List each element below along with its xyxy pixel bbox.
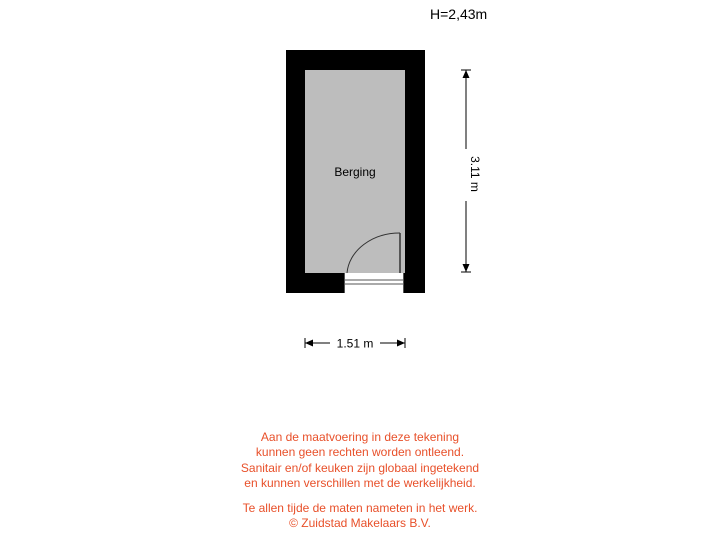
disclaimer-line: en kunnen verschillen met de werkelijkheid.	[244, 476, 476, 491]
dimension-arrow-up	[463, 70, 470, 78]
disclaimer-line: kunnen geen rechten worden ontleend.	[255, 445, 465, 460]
disclaimer-spacer	[160, 492, 560, 501]
disclaimer-line: Te allen tijde de maten nameten in het werk.	[242, 500, 478, 515]
dimension-arrow-down	[463, 264, 470, 272]
disclaimer-line: Sanitair en/of keuken zijn globaal ingetekend	[240, 460, 480, 475]
room-label: Berging	[334, 165, 376, 179]
ceiling-height-label: H=2,43m	[430, 6, 488, 22]
copyright-line: © Zuidstad Makelaars B.V.	[289, 516, 431, 531]
dimension-label-horizontal: 1.51 m	[336, 336, 374, 351]
dimension-arrow-right	[397, 340, 405, 347]
dimension-label-vertical: 3.11 m	[468, 156, 482, 192]
door-opening	[344, 273, 404, 293]
dimension-arrow-left	[305, 340, 313, 347]
disclaimer	[160, 430, 560, 531]
disclaimer-line: Aan de maatvoering in deze tekening	[260, 430, 460, 444]
